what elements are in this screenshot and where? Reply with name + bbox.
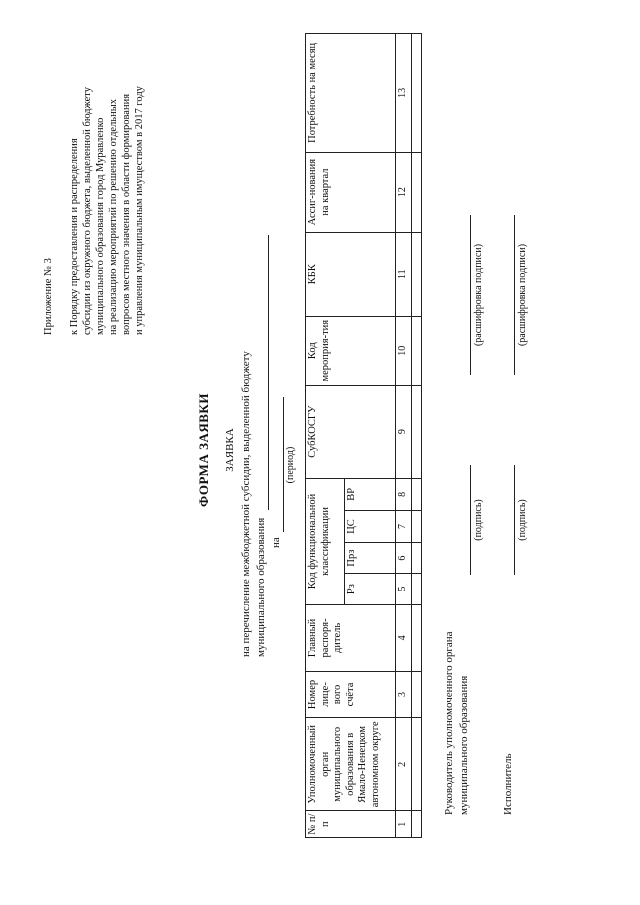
column-number: 3 xyxy=(396,671,412,718)
header-subkosgu: СубКОСГУ xyxy=(306,385,396,478)
column-number: 6 xyxy=(396,543,412,574)
request-table xyxy=(305,33,422,838)
header-authority: Уполномоченный орган муниципального образования в Ямало-Ненецком автономном округе xyxy=(306,718,396,811)
empty-data-row xyxy=(411,34,421,838)
header-cs: ЦС xyxy=(345,510,396,542)
head-decoding-caption: (расшифровка подписи) xyxy=(473,243,484,347)
annex-line: субсидии из окружного бюджета, выделенной бюджету xyxy=(82,87,93,335)
head-label-line-1: Руководитель уполномоченного органа xyxy=(443,631,455,815)
head-label-line-2: муниципального образования xyxy=(458,675,470,815)
header-prz: Прз xyxy=(345,543,396,574)
empty-cell xyxy=(411,385,421,478)
empty-cell xyxy=(411,811,421,838)
annex-line: к Порядку предоставления и распределения xyxy=(69,138,80,335)
column-number: 12 xyxy=(396,152,412,232)
annex-line: вопросов местного значения в области формирования xyxy=(121,93,132,335)
head-signature-line xyxy=(470,465,471,575)
column-number: 7 xyxy=(396,510,412,542)
header-rz: Рз xyxy=(345,574,396,605)
annex-line: муниципального образования город Муравленко xyxy=(95,117,106,335)
column-number: 10 xyxy=(396,316,412,385)
empty-cell xyxy=(411,478,421,510)
column-number: 4 xyxy=(396,605,412,672)
head-decoding-line xyxy=(470,215,471,375)
request-line-3-label: на xyxy=(270,537,282,548)
empty-cell xyxy=(411,34,421,153)
annex-number: Приложение № 3 xyxy=(43,258,54,335)
empty-cell xyxy=(411,152,421,232)
executor-decoding-line xyxy=(514,215,515,375)
empty-cell xyxy=(411,718,421,811)
header-monthly-need: Потребность на месяц xyxy=(306,34,396,153)
request-line-1: на перечисление межбюджетной субсидии, выделенной бюджету xyxy=(240,351,252,657)
header-kbk: КБК xyxy=(306,232,396,316)
header-event-code: Код мероприя-тия xyxy=(306,316,396,385)
annex-block xyxy=(42,35,146,335)
empty-cell xyxy=(411,543,421,574)
head-signature-caption: (подпись) xyxy=(473,499,484,541)
empty-cell xyxy=(411,510,421,542)
empty-cell xyxy=(411,605,421,672)
request-line-2-label: муниципального образования xyxy=(255,517,267,657)
column-number: 13 xyxy=(396,34,412,153)
empty-cell xyxy=(411,316,421,385)
header-allocations: Ассиг-нования на квартал xyxy=(306,152,396,232)
empty-cell xyxy=(411,671,421,718)
empty-cell xyxy=(411,574,421,605)
executor-decoding-caption: (расшифровка подписи) xyxy=(517,243,528,347)
header-account: Номер лице-вого счёта xyxy=(306,671,396,718)
period-blank-line xyxy=(283,397,284,532)
annex-line: и управления муниципальным имуществом в 2017 году xyxy=(134,86,145,335)
column-number: 11 xyxy=(396,232,412,316)
column-number: 8 xyxy=(396,478,412,510)
column-number: 1 xyxy=(396,811,412,838)
header-manager: Главный распоря-дитель xyxy=(306,605,396,672)
header-num: № п/п xyxy=(306,811,396,838)
executor-signature-caption: (подпись) xyxy=(517,499,528,541)
empty-cell xyxy=(411,232,421,316)
header-func-code: Код функциональной классификации xyxy=(306,478,345,604)
column-number: 9 xyxy=(396,385,412,478)
annex-line: на реализацию мероприятий по решению отдельных xyxy=(108,98,119,335)
executor-signature-line xyxy=(514,465,515,575)
column-number-row xyxy=(396,34,412,838)
municipality-blank-line xyxy=(268,235,269,510)
column-number: 2 xyxy=(396,718,412,811)
header-vr: ВР xyxy=(345,478,396,510)
request-title: ЗАЯВКА xyxy=(224,428,236,472)
period-caption: (период) xyxy=(285,446,296,484)
executor-label: Исполнитель xyxy=(502,753,514,815)
column-number: 5 xyxy=(396,574,412,605)
form-title: ФОРМА ЗАЯВКИ xyxy=(196,393,211,507)
